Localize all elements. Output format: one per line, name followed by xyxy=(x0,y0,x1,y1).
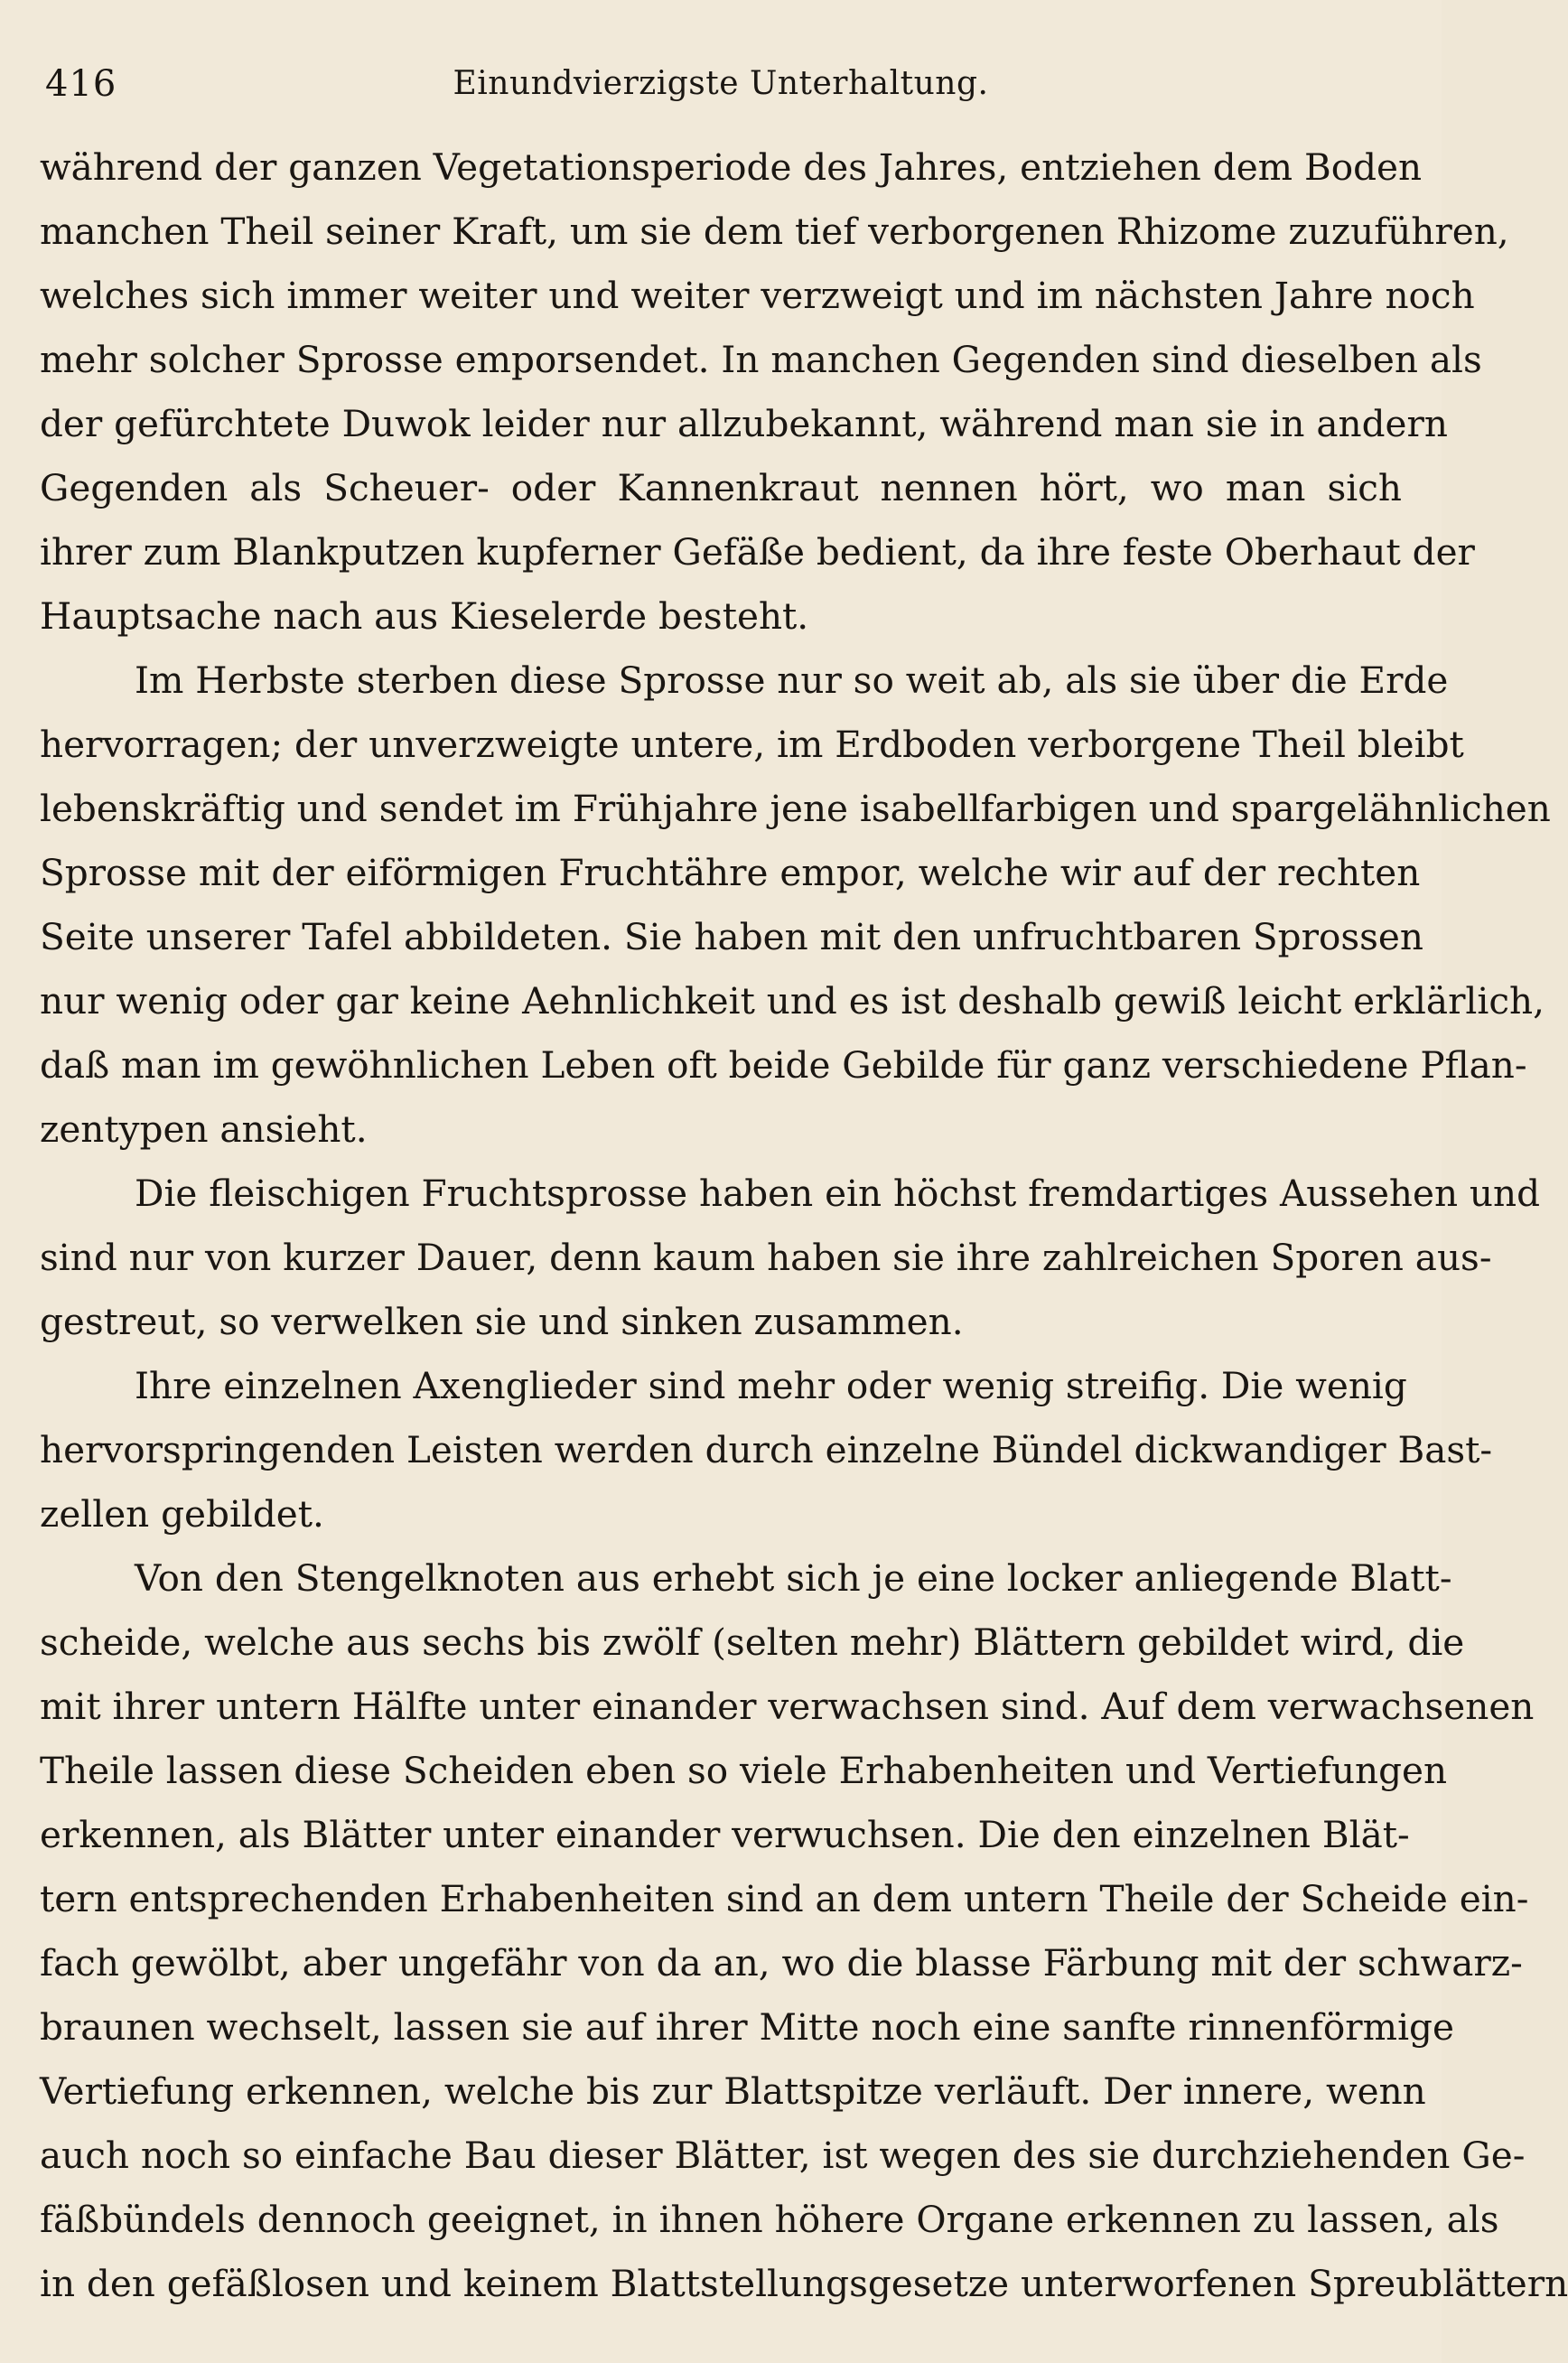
text-line: fäßbündels dennoch geeignet, in ihnen höhere Organe erkennen zu lassen, als xyxy=(40,2198,1499,2241)
text-line: nur wenig oder gar keine Aehnlichkeit und es ist deshalb gewiß leicht erklärlich, xyxy=(40,979,1545,1023)
body-text xyxy=(40,135,1568,2316)
text-line: in den gefäßlosen und keinem Blattstellungsgesetze unterworfenen Spreublättern xyxy=(40,2262,1568,2305)
paragraph xyxy=(40,1546,1568,2316)
text-line: während der ganzen Vegetationsperiode des Jahres, entziehen dem Boden xyxy=(40,145,1423,189)
text-line: gestreut, so verwelken sie und sinken zusammen. xyxy=(40,1300,964,1343)
text-line: fach gewölbt, aber ungefähr von da an, wo die blasse Färbung mit der schwarz- xyxy=(40,1941,1523,1985)
text-line: Ihre einzelnen Axenglieder sind mehr oder wenig streifig. Die wenig xyxy=(135,1364,1407,1407)
text-line: ihrer zum Blankputzen kupferner Gefäße bedient, da ihre feste Oberhaut der xyxy=(40,530,1475,574)
text-line: manchen Theil seiner Kraft, um sie dem tief verborgenen Rhizome zuzuführen, xyxy=(40,210,1509,253)
paragraph xyxy=(40,135,1509,649)
text-line: Im Herbste sterben diese Sprosse nur so weit ab, als sie über die Erde xyxy=(135,658,1449,702)
text-line: hervorragen; der unverzweigte untere, im Erdboden verborgene Theil bleibt xyxy=(40,723,1464,766)
text-line: sind nur von kurzer Dauer, denn kaum haben sie ihre zahlreichen Sporen aus- xyxy=(40,1236,1492,1279)
text-line: daß man im gewöhnlichen Leben oft beide Gebilde für ganz verschiedene Pflan- xyxy=(40,1043,1527,1087)
page-header xyxy=(45,63,1396,117)
text-line: Hauptsache nach aus Kieselerde besteht. xyxy=(40,594,809,638)
text-line: zellen gebildet. xyxy=(40,1492,324,1536)
running-head: Einundvierzigste Unterhaltung. xyxy=(453,65,989,102)
paragraph xyxy=(40,649,1551,1162)
text-line: mehr solcher Sprosse emporsendet. In manchen Gegenden sind dieselben als xyxy=(40,338,1482,381)
text-line: welches sich immer weiter und weiter verzweigt und im nächsten Jahre noch xyxy=(40,274,1475,317)
text-line: mit ihrer untern Hälfte unter einander verwachsen sind. Auf dem verwachsenen xyxy=(40,1685,1535,1728)
text-line: scheide, welche aus sechs bis zwölf (selten mehr) Blättern gebildet wird, die xyxy=(40,1620,1465,1664)
text-line: Sprosse mit der eiförmigen Fruchtähre empor, welche wir auf der rechten xyxy=(40,851,1421,894)
text-line: auch noch so einfache Bau dieser Blätter, ist wegen des sie durchziehenden Ge- xyxy=(40,2134,1526,2177)
text-line: lebenskräftig und sendet im Frühjahre jene isabellfarbigen und spargelähnlichen xyxy=(40,787,1551,830)
text-line: Seite unserer Tafel abbildeten. Sie haben mit den unfruchtbaren Sprossen xyxy=(40,915,1423,958)
text-line: hervorspringenden Leisten werden durch einzelne Bündel dickwandiger Bast- xyxy=(40,1428,1493,1471)
text-line: der gefürchtete Duwok leider nur allzubekannt, während man sie in andern xyxy=(40,402,1448,445)
paragraph xyxy=(40,1162,1541,1354)
text-line: Von den Stengelknoten aus erhebt sich je eine locker anliegende Blatt- xyxy=(135,1556,1452,1600)
text-line: Theile lassen diese Scheiden eben so viele Erhabenheiten und Vertiefungen xyxy=(40,1749,1448,1792)
text-line: Gegenden als Scheuer- oder Kannenkraut nennen hört, wo man sich xyxy=(40,466,1402,509)
text-line: braunen wechselt, lassen sie auf ihrer Mitte noch eine sanfte rinnenförmige xyxy=(40,2005,1454,2049)
text-line: Die fleischigen Fruchtsprosse haben ein höchst fremdartiges Aussehen und xyxy=(135,1172,1541,1215)
text-line: erkennen, als Blätter unter einander verwuchsen. Die den einzelnen Blät- xyxy=(40,1813,1410,1856)
paragraph xyxy=(40,1354,1493,1546)
text-line: zentypen ansieht. xyxy=(40,1107,368,1151)
page-number: 416 xyxy=(45,63,117,105)
text-line: Vertiefung erkennen, welche bis zur Blattspitze verläuft. Der innere, wenn xyxy=(40,2069,1426,2113)
text-line: tern entsprechenden Erhabenheiten sind an dem untern Theile der Scheide ein- xyxy=(40,1877,1529,1920)
